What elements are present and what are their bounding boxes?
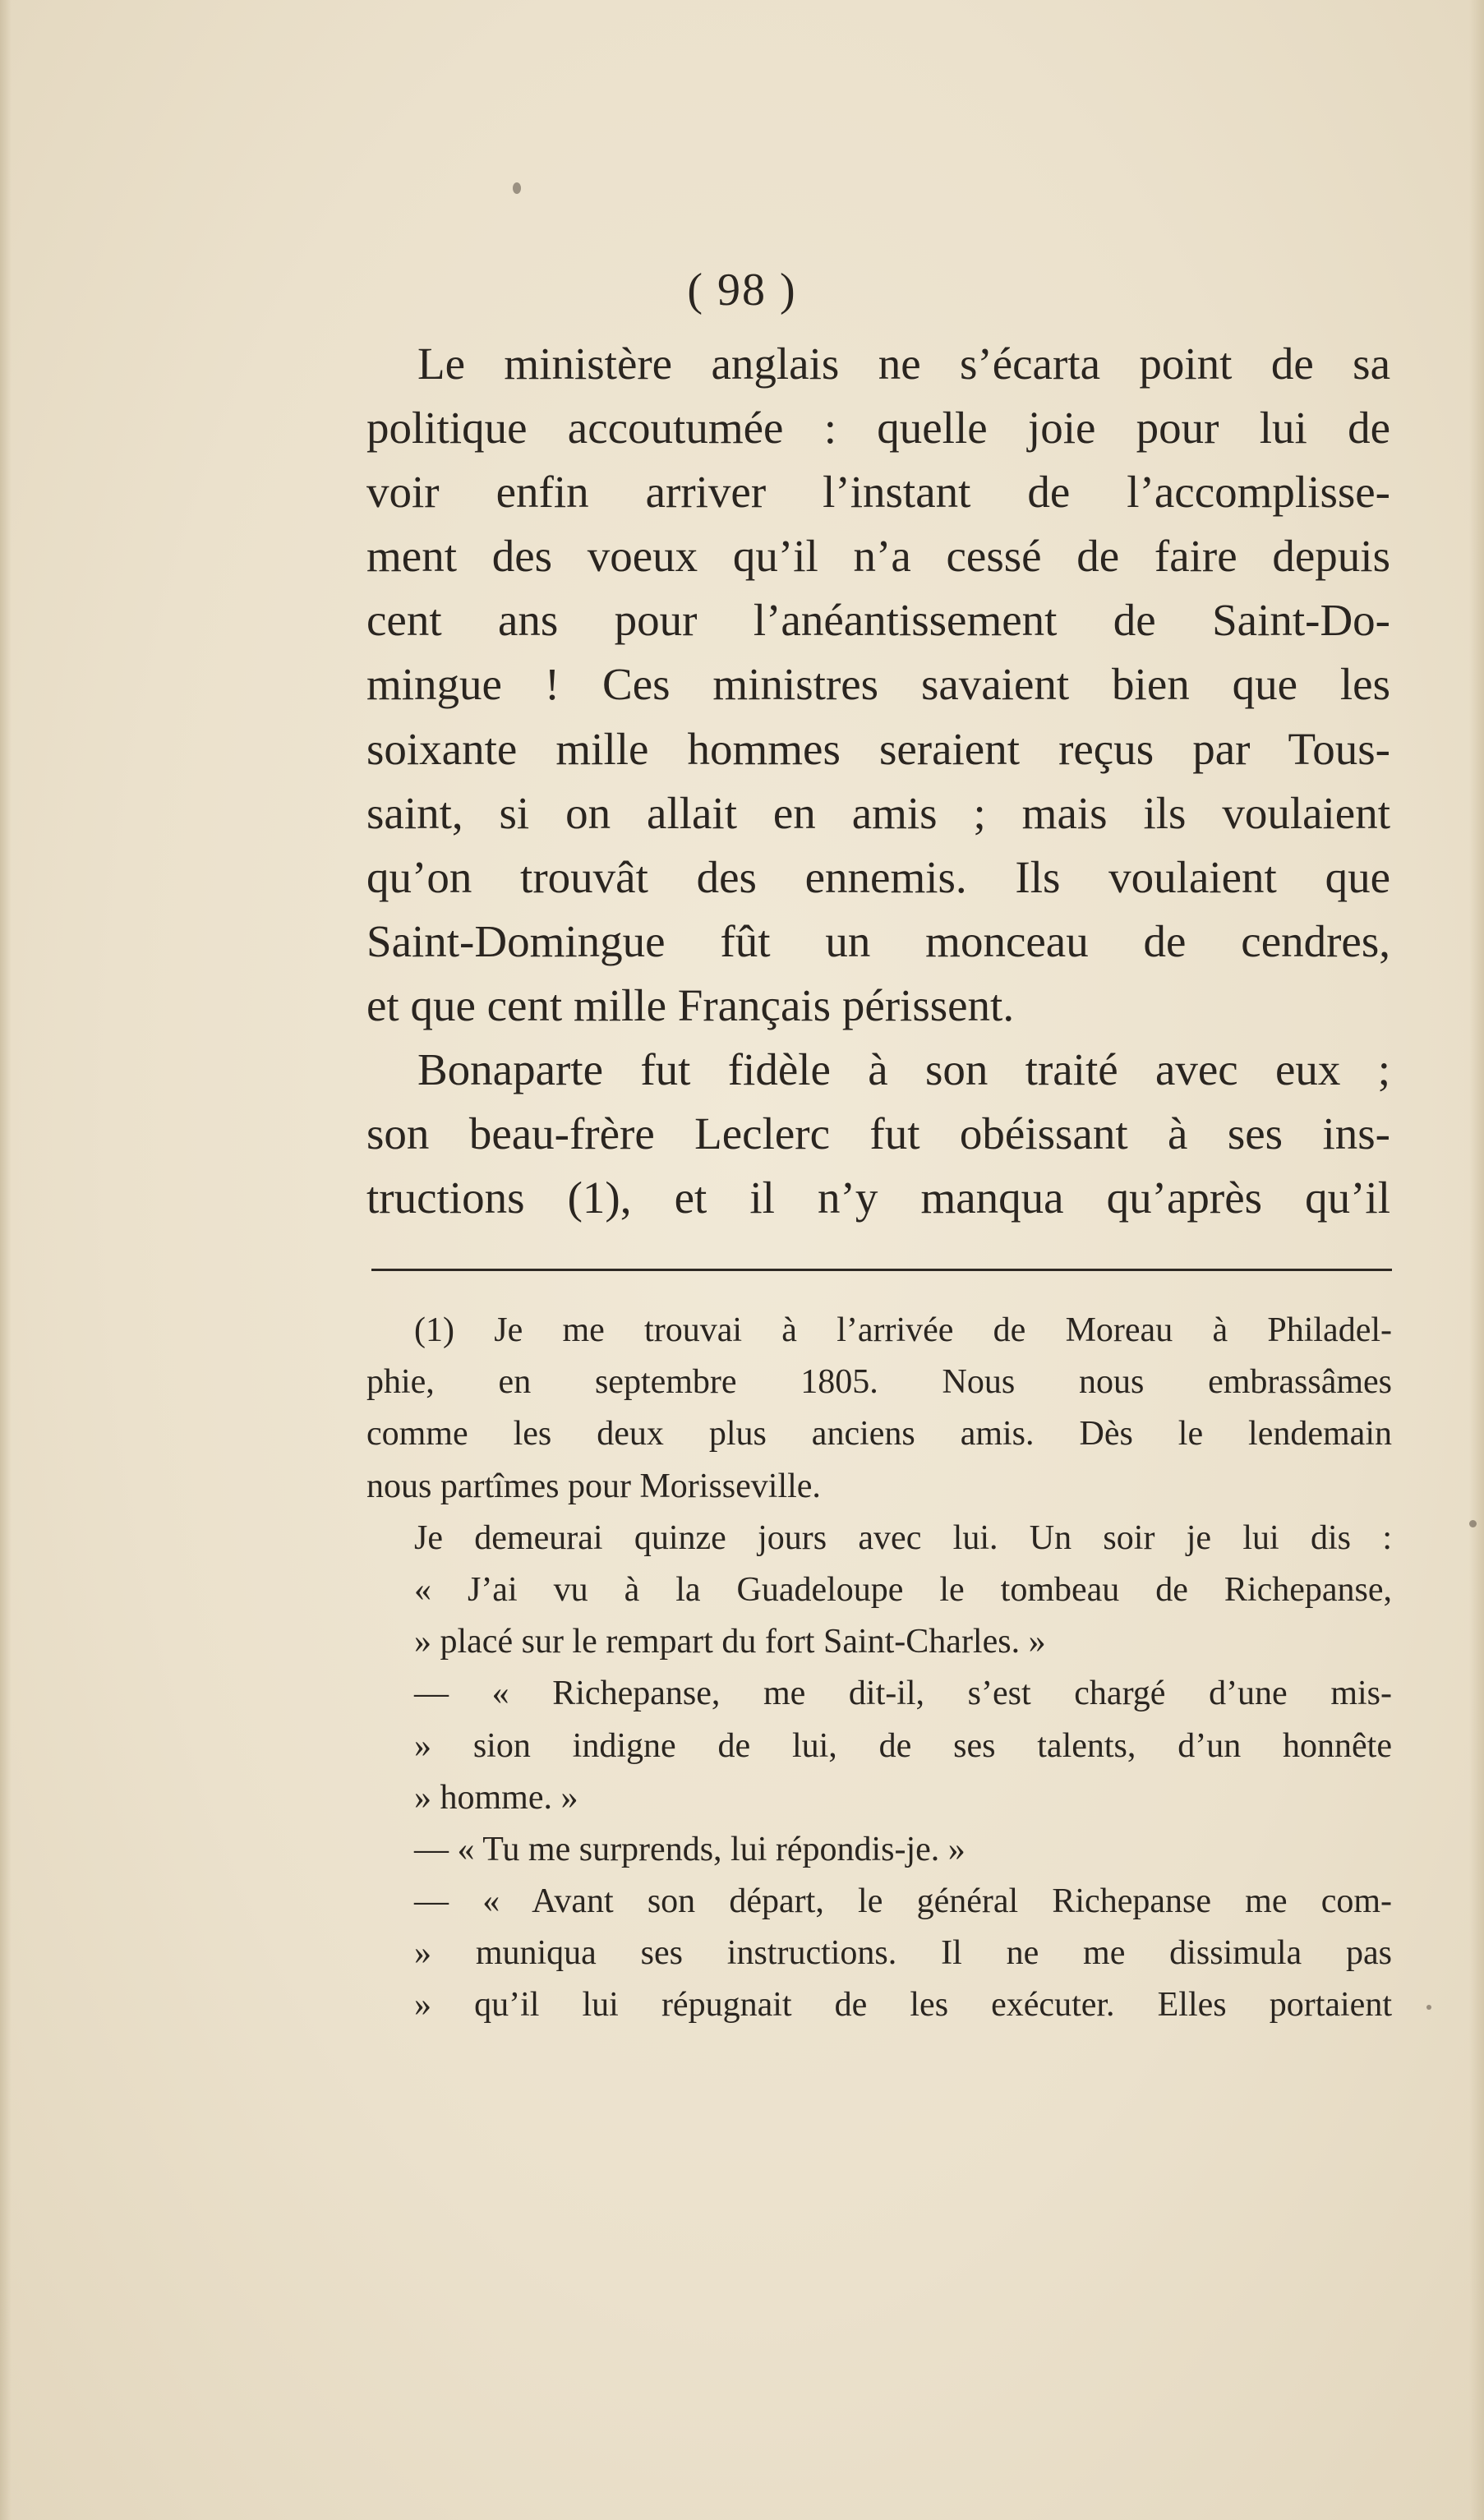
paper-speck — [1426, 2005, 1431, 2010]
paper-speck — [513, 182, 521, 194]
footnote-line: « J’ai vu à la Guadeloupe le tombeau de Richepanse, — [414, 1570, 1392, 1609]
text-line: et que cent mille Français périssent. — [366, 979, 1015, 1030]
text-line: Bonaparte fut fidèle à son traité avec eux ; — [417, 1044, 1390, 1095]
text-line: Le ministère anglais ne s’écarta point de sa — [417, 339, 1390, 389]
text-line: qu’on trouvât des ennemis. Ils voulaient que — [366, 851, 1390, 902]
footnote-line: — « Richepanse, me dit-il, s’est chargé d’une mis- — [414, 1675, 1392, 1713]
footnote-line: — « Tu me surprends, lui répondis-je. » — [414, 1830, 966, 1868]
paper-speck — [1469, 1520, 1477, 1527]
footnote-line: (1) Je me trouvai à l’arrivée de Moreau à Philadel- — [414, 1311, 1392, 1349]
footnote-line: Je demeurai quinze jours avec lui. Un soir je lui dis : — [414, 1518, 1392, 1557]
page-right-edge-shadow — [1469, 0, 1484, 2520]
page-left-edge-shadow — [0, 0, 12, 2520]
footnote-line: — « Avant son départ, le général Richepanse me com- — [414, 1882, 1392, 1921]
footnote-line: nous partîmes pour Morisseville. — [366, 1467, 821, 1505]
text-line: saint, si on allait en amis ; mais ils voulaient — [366, 787, 1390, 838]
footnote-line: » sion indigne de lui, de ses talents, d’un honnête — [414, 1726, 1392, 1765]
footnote-line: » qu’il lui répugnait de les exécuter. Elles portaient — [414, 1986, 1392, 2025]
footnote-separator-rule — [371, 1269, 1392, 1271]
text-line: ment des voeux qu’il n’a cessé de faire depuis — [366, 531, 1390, 582]
text-line: Saint-Domingue fût un monceau de cendres, — [366, 915, 1390, 966]
footnote-line: » placé sur le rempart du fort Saint-Charles. » — [414, 1623, 1046, 1661]
main-text — [366, 332, 1390, 1230]
footnote-line: » muniqua ses instructions. Il ne me dissimula pas — [414, 1934, 1392, 1973]
footnote — [366, 1305, 1392, 2032]
text-line: politique accoutumée : quelle joie pour lui de — [366, 403, 1390, 454]
text-line: voir enfin arriver l’instant de l’accomplisse- — [366, 467, 1390, 518]
text-line: soixante mille hommes seraient reçus par Tous- — [366, 723, 1390, 774]
footnote-line: phie, en septembre 1805. Nous nous embrassâmes — [366, 1363, 1392, 1402]
text-line: mingue ! Ces ministres savaient bien que les — [366, 659, 1390, 710]
footnote-line: » homme. » — [414, 1778, 578, 1817]
text-line: cent ans pour l’anéantissement de Saint-Do- — [366, 595, 1390, 646]
footnote-line: comme les deux plus anciens amis. Dès le lendemain — [366, 1415, 1392, 1453]
text-line: tructions (1), et il n’y manqua qu’après qu’il — [366, 1172, 1390, 1223]
text-line: son beau-frère Leclerc fut obéissant à ses ins- — [366, 1108, 1390, 1159]
page-number: ( 98 ) — [687, 265, 797, 316]
